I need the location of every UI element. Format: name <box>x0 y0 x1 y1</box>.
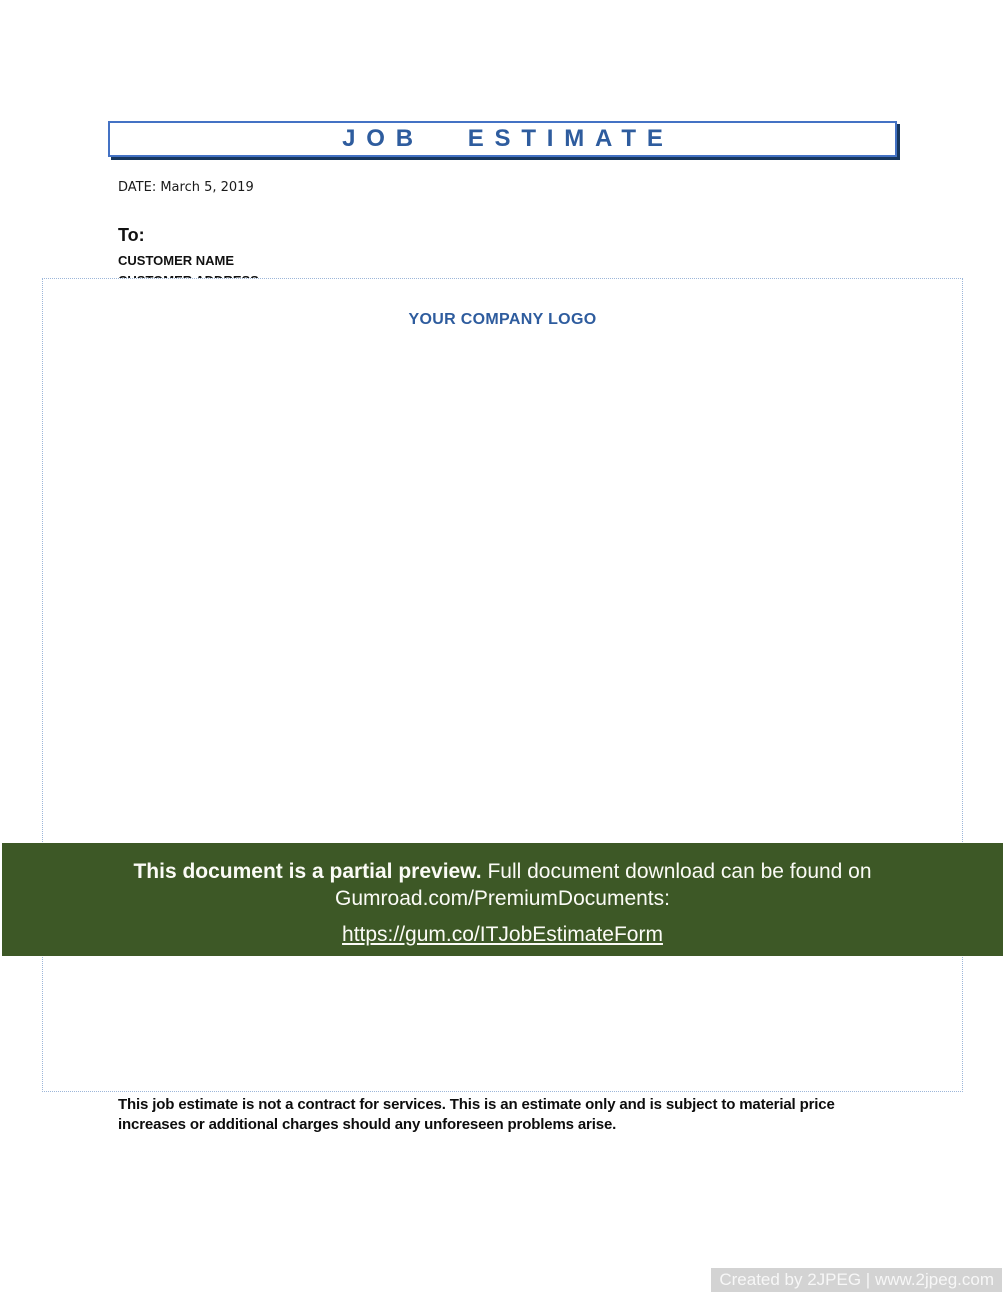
banner-bold-text: This document is a partial preview. <box>133 860 482 883</box>
preview-content-box <box>42 278 963 1092</box>
watermark-badge: Created by 2JPEG | www.2jpeg.com <box>711 1268 1002 1292</box>
gumroad-download-link[interactable]: https://gum.co/ITJobEstimateForm <box>342 923 663 946</box>
banner-text-line-1 <box>2 858 1003 885</box>
date-line: DATE: March 5, 2019 <box>118 180 254 195</box>
banner-regular-text: Full document download can be found on <box>481 860 872 883</box>
banner-text-line-2: Gumroad.com/PremiumDocuments: <box>335 887 670 910</box>
customer-name: CUSTOMER NAME <box>118 253 235 268</box>
to-label: To: <box>118 225 145 245</box>
page-title: JOB ESTIMATE <box>342 125 674 152</box>
document-title-box <box>108 121 897 157</box>
disclaimer-text: This job estimate is not a contract for services. This is an estimate only and is subject to material price increases or additional charges should any unforeseen problems arise. <box>118 1096 835 1133</box>
partial-preview-banner <box>2 843 1003 956</box>
company-logo-placeholder: YOUR COMPANY LOGO <box>408 311 597 328</box>
